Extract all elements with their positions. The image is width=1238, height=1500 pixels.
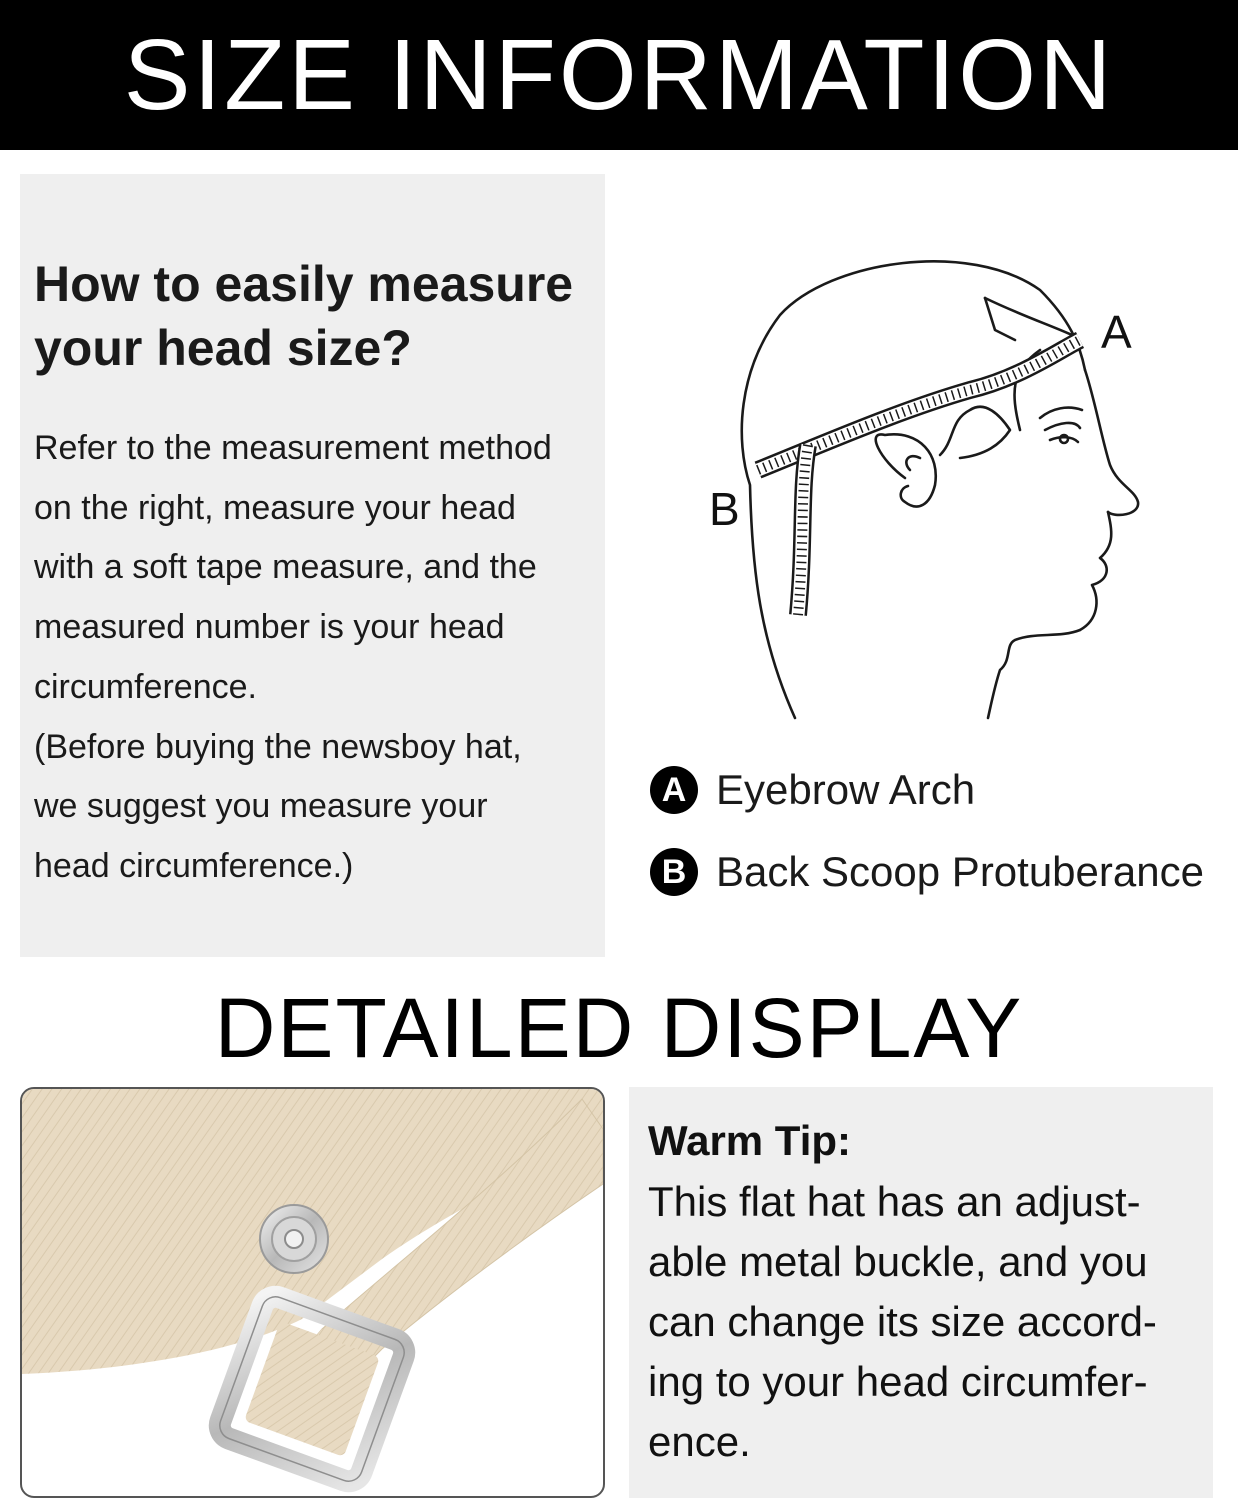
warm-tip-body (648, 1172, 1208, 1472)
label-a: A (1101, 306, 1132, 358)
measure-instructions (34, 419, 604, 897)
measure-heading-line1: How to easily measure (34, 256, 574, 312)
measure-heading (34, 252, 604, 380)
detail-title: DETAILED DISPLAY (214, 981, 1024, 1075)
measure-heading-line2: your head size? (34, 320, 412, 376)
warm-tip-title: Warm Tip: (648, 1117, 852, 1164)
legend-item-b (650, 848, 1204, 896)
legend-badge-b: B (650, 848, 698, 896)
legend-text-a: Eyebrow Arch (716, 766, 976, 813)
measure-line: measured number is your head (34, 608, 505, 647)
tip-line: ence. (648, 1418, 751, 1465)
banner-title: SIZE INFORMATION (123, 18, 1115, 131)
banner (0, 0, 1238, 150)
warm-tip-panel (629, 1087, 1213, 1498)
measure-line: head circumference.) (34, 846, 354, 885)
measure-line: circumference. (34, 667, 257, 706)
buckle-photo-image (22, 1089, 603, 1496)
tip-line: ing to your head circumfer- (648, 1358, 1148, 1405)
legend-item-a (650, 766, 975, 814)
measure-line: (Before buying the newsboy hat, (34, 727, 522, 766)
measure-line: Refer to the measurement method (34, 429, 552, 467)
measure-panel (20, 174, 605, 957)
tape-measure (758, 340, 1080, 615)
measure-line: on the right, measure your head (34, 488, 516, 527)
label-b: B (709, 483, 740, 535)
measure-line: with a soft tape measure, and the (34, 548, 537, 587)
measure-line: we suggest you measure your (34, 787, 488, 826)
buckle-detail-photo (20, 1087, 605, 1498)
tip-line: This flat hat has an adjust- (648, 1178, 1141, 1225)
legend-text-b: Back Scoop Protuberance (716, 848, 1204, 895)
tip-line: able metal buckle, and you (648, 1238, 1148, 1285)
tip-line: can change its size accord- (648, 1298, 1157, 1345)
legend-badge-a: A (650, 766, 698, 814)
